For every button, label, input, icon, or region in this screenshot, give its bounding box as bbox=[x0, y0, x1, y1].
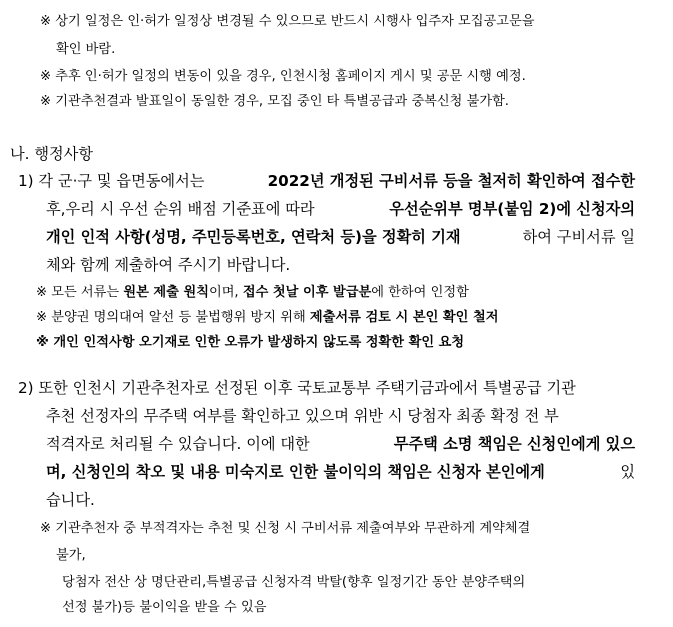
item1-line4: 체와 함께 제출하여 주시기 바랍니다. bbox=[46, 256, 291, 274]
item1-line2-bold: 우선순위부 명부(붙임 2)에 신청자의 bbox=[389, 200, 635, 218]
item2-line1: 2) 또한 인천시 기관추천자로 선정된 이후 국토교통부 주택기금과에서 특별공급 기관 bbox=[18, 379, 576, 397]
note-schedule-change-cont: 확인 바람. bbox=[56, 42, 116, 57]
item2-line4: 며, 신청인의 착오 및 내용 미숙지로 인한 불이익의 책임은 신청자 본인에게 있 bbox=[46, 463, 635, 481]
item2-note-line2: 불가, bbox=[56, 548, 86, 563]
section-heading: 나. 행정사항 bbox=[10, 145, 94, 163]
item1-line3 bbox=[46, 226, 635, 247]
note-duplicate-application: ※ 기관추천결과 발표일이 동일한 경우, 모집 중인 타 특별공급과 중복신청 불가함. bbox=[40, 94, 510, 109]
item1-line2 bbox=[46, 198, 635, 219]
note-schedule-change: ※ 상기 일정은 인·허가 일정상 변경될 수 있으므로 반드시 시행사 입주자 모집공고문을 bbox=[40, 14, 535, 29]
item1-line1-text: 1) 각 군·구 및 읍면동에서는 bbox=[18, 172, 205, 190]
item1-note-identity-check: ※ 분양권 명의대여 알선 등 불법행위 방지 위해 제출서류 검토 시 본인 확인 철저 bbox=[36, 310, 499, 325]
item1-line3-text: 하여 구비서류 일 bbox=[522, 228, 635, 246]
item2-line3: 적격자로 처리될 수 있습니다. 이에 대한 무주택 소명 책임은 신청인에게 있으 bbox=[46, 435, 635, 453]
item2-note-line4: 선정 불가)등 불이익을 받을 수 있음 bbox=[62, 600, 267, 615]
item1-note-original-docs: ※ 모든 서류는 원본 제출 원칙이며, 접수 첫날 이후 발급분에 한하여 인정함 bbox=[36, 285, 469, 300]
item1-line3-bold: 개인 인적 사항(성명, 주민등록번호, 연락처 등)을 정확히 기재 bbox=[46, 228, 461, 246]
item1-line1-bold: 2022년 개정된 구비서류 등을 철저히 확인하여 접수한 bbox=[267, 172, 635, 190]
item2-line2: 추천 선정자의 무주택 여부를 확인하고 있으며 위반 시 당첨자 최종 확정 전 부 bbox=[46, 407, 559, 425]
item2-note-line1: ※ 기관추천자 중 부적격자는 추천 및 신청 시 구비서류 제출여부와 무관하게 계약체결 bbox=[40, 521, 531, 536]
note-schedule-notice: ※ 추후 인·허가 일정의 변동이 있을 경우, 인천시청 홈페이지 게시 및 공문 시행 예정. bbox=[40, 69, 526, 84]
item1-line2-text: 후,우리 시 우선 순위 배점 기준표에 따라 bbox=[46, 200, 315, 218]
item2-note-line3: 당첨자 전산 상 명단관리,특별공급 신청자격 박탈(향후 일정기간 동안 분양주택의 bbox=[62, 575, 526, 590]
item1-line1 bbox=[18, 170, 635, 191]
item1-note-accuracy: ※ 개인 인적사항 오기재로 인한 오류가 발생하지 않도록 정확한 확인 요청 bbox=[36, 335, 465, 350]
item2-line5: 습니다. bbox=[46, 491, 95, 509]
